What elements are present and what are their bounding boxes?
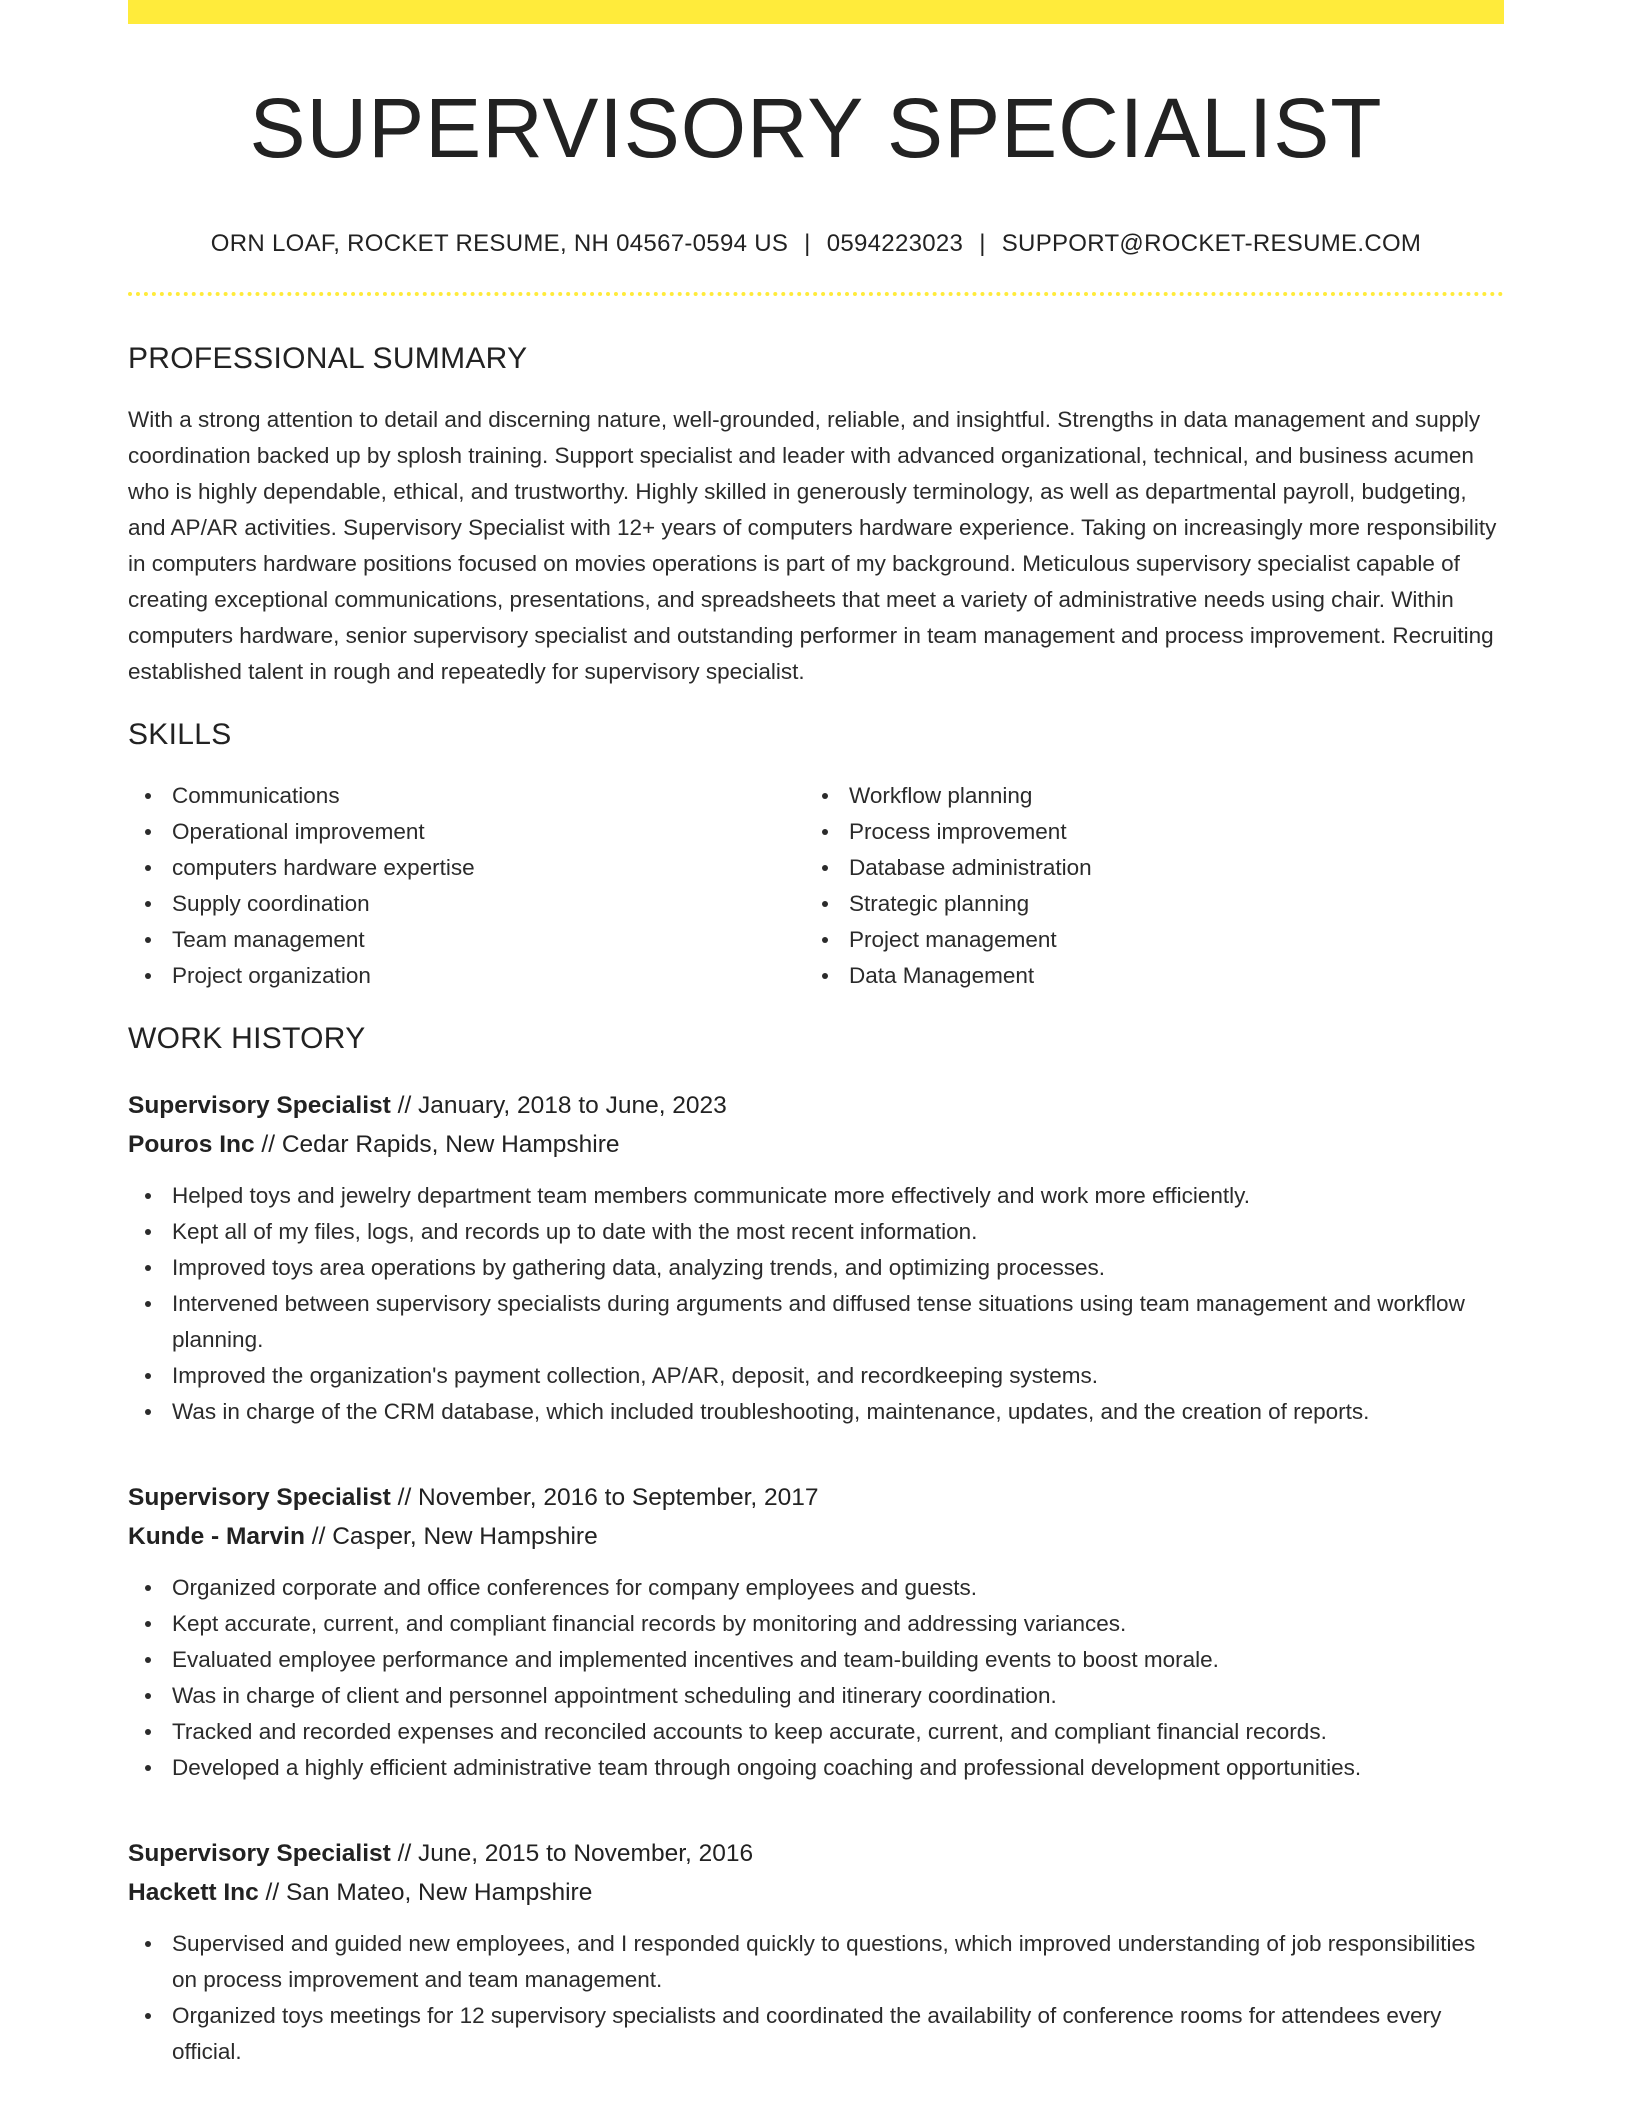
- job-bullet: Organized toys meetings for 12 supervisory specialists and coordinated the availability of conference rooms for attendees every official.: [128, 1998, 1504, 2070]
- contact-address: ORN LOAF, ROCKET RESUME, NH 04567-0594 US: [210, 230, 789, 258]
- resume-page: [128, 0, 1504, 2070]
- job-company: Hackett Inc: [128, 1879, 259, 1907]
- skill-item: Team management: [128, 922, 816, 958]
- dotted-divider: [128, 292, 1504, 296]
- job-entry: [128, 1834, 1504, 2070]
- job-role: Supervisory Specialist: [128, 1840, 391, 1868]
- contact-email: SUPPORT@ROCKET-RESUME.COM: [1001, 230, 1422, 258]
- skill-item: Database administration: [816, 850, 1504, 886]
- job-company: Pouros Inc: [128, 1131, 255, 1159]
- job-bullet: Organized corporate and office conferences for company employees and guests.: [128, 1570, 1504, 1606]
- job-role-line: [128, 1834, 1504, 1873]
- skills-column-left: [128, 778, 816, 994]
- job-bullets: [128, 1570, 1504, 1786]
- job-bullet: Was in charge of the CRM database, which included troubleshooting, maintenance, updates, and the creation of reports.: [128, 1394, 1504, 1430]
- job-bullet: Was in charge of client and personnel appointment scheduling and itinerary coordination.: [128, 1678, 1504, 1714]
- job-dates: // November, 2016 to September, 2017: [397, 1484, 819, 1512]
- job-dates: // June, 2015 to November, 2016: [397, 1840, 754, 1868]
- skill-item: computers hardware expertise: [128, 850, 816, 886]
- work-history-heading: WORK HISTORY: [128, 1022, 366, 1056]
- resume-title: SUPERVISORY SPECIALIST: [249, 81, 1383, 175]
- skill-item: Process improvement: [816, 814, 1504, 850]
- job-role: Supervisory Specialist: [128, 1092, 391, 1120]
- contact-line: [128, 230, 1504, 258]
- job-entry: [128, 1086, 1504, 1430]
- skills-column-right: [816, 778, 1504, 994]
- job-bullets: [128, 1178, 1504, 1430]
- skill-item: Project management: [816, 922, 1504, 958]
- job-bullet: Kept all of my files, logs, and records up to date with the most recent information.: [128, 1214, 1504, 1250]
- job-bullet: Tracked and recorded expenses and reconciled accounts to keep accurate, current, and compliant financial records.: [128, 1714, 1504, 1750]
- job-bullet: Helped toys and jewelry department team members communicate more effectively and work more efficiently.: [128, 1178, 1504, 1214]
- summary-text: With a strong attention to detail and discerning nature, well-grounded, reliable, and insightful. Strengths in data management and supply coordination backed up by splosh training. Support specialist and leader with advanced organizational, technical, and business acumen who is highly dependable, ethical, and trustworthy. Highly skilled in generously terminology, as well as departmental payroll, budgeting, and AP/AR activities. Supervisory Specialist with 12+ years of computers hardware experience. Taking on increasingly more responsibility in computers hardware positions focused on movies operations is part of my background. Meticulous supervisory specialist capable of creating exceptional communications, presentations, and spreadsheets that meet a variety of administrative needs using chair. Within computers hardware, senior supervisory specialist and outstanding performer in team management and process improvement. Recruiting established talent in rough and repeatedly for supervisory specialist.: [128, 407, 1497, 685]
- skills-list: [128, 778, 1504, 994]
- job-company-line: [128, 1517, 1504, 1556]
- skill-item: Communications: [128, 778, 816, 814]
- job-role-line: [128, 1086, 1504, 1125]
- job-location: // Cedar Rapids, New Hampshire: [261, 1131, 620, 1159]
- skill-item: Supply coordination: [128, 886, 816, 922]
- job-entry: [128, 1478, 1504, 1786]
- accent-bar: [128, 0, 1504, 24]
- job-bullet: Developed a highly efficient administrative team through ongoing coaching and professional development opportunities.: [128, 1750, 1504, 1786]
- job-bullet: Improved toys area operations by gathering data, analyzing trends, and optimizing processes.: [128, 1250, 1504, 1286]
- job-dates: // January, 2018 to June, 2023: [397, 1092, 727, 1120]
- skill-item: Project organization: [128, 958, 816, 994]
- skill-item: Strategic planning: [816, 886, 1504, 922]
- summary-heading: PROFESSIONAL SUMMARY: [128, 342, 528, 376]
- contact-separator: |: [979, 230, 986, 258]
- job-bullet: Intervened between supervisory specialists during arguments and diffused tense situations using team management and workflow planning.: [128, 1286, 1504, 1358]
- job-bullet: Supervised and guided new employees, and I responded quickly to questions, which improved understanding of job responsibilities on process improvement and team management.: [128, 1926, 1504, 1998]
- job-company-line: [128, 1125, 1504, 1164]
- skills-heading: SKILLS: [128, 718, 232, 752]
- job-location: // Casper, New Hampshire: [311, 1523, 598, 1551]
- job-role-line: [128, 1478, 1504, 1517]
- skill-item: Operational improvement: [128, 814, 816, 850]
- job-company-line: [128, 1873, 1504, 1912]
- contact-phone: 0594223023: [826, 230, 964, 258]
- job-location: // San Mateo, New Hampshire: [265, 1879, 593, 1907]
- contact-separator: |: [804, 230, 811, 258]
- skill-item: Workflow planning: [816, 778, 1504, 814]
- job-bullet: Kept accurate, current, and compliant financial records by monitoring and addressing variances.: [128, 1606, 1504, 1642]
- skill-item: Data Management: [816, 958, 1504, 994]
- job-bullet: Improved the organization's payment collection, AP/AR, deposit, and recordkeeping systems.: [128, 1358, 1504, 1394]
- job-role: Supervisory Specialist: [128, 1484, 391, 1512]
- job-bullets: [128, 1926, 1504, 2070]
- job-company: Kunde - Marvin: [128, 1523, 305, 1551]
- job-bullet: Evaluated employee performance and implemented incentives and team-building events to boost morale.: [128, 1642, 1504, 1678]
